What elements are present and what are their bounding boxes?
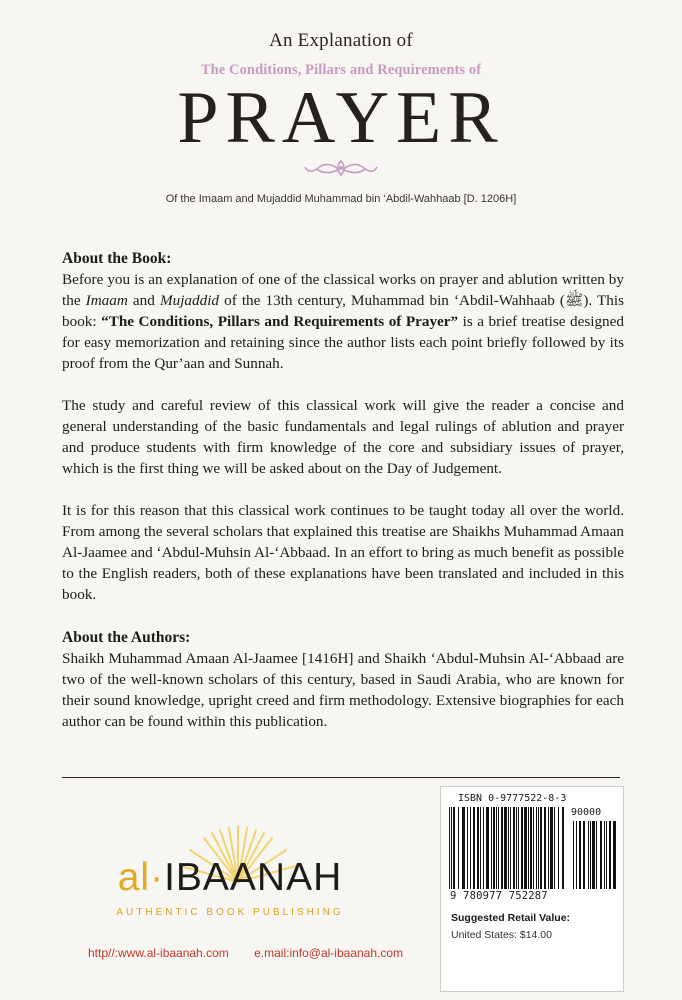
website-link[interactable]: http//:www.al-ibaanah.com (88, 946, 229, 960)
about-book-paragraph-2: The study and careful review of this classical work will give the reader a concise and general understanding of the basic fundamentals and legal rulings of ablution and prayer and produce students with firm knowledge of the core and subsidiary issues of prayer, which is the first thing we will be asked about on the Day of Judgement. (62, 397, 624, 477)
p1-text-a: Before you is an explanation of one of the classical works on prayer and ablution written by the (62, 271, 624, 309)
publisher-tagline: AUTHENTIC BOOK PUBLISHING (116, 907, 344, 918)
barcode-digits: 9 780977 752287 (450, 890, 548, 902)
description-text (62, 248, 624, 753)
retail-value-label: Suggested Retail Value: (451, 912, 571, 924)
logo-dot: · (150, 856, 165, 899)
book-subtitle: The Conditions, Pillars and Requirements of (200, 62, 482, 78)
about-authors-paragraph: Shaikh Muhammad Amaan Al-Jaamee [1416H] and Shaikh ‘Abdul-Muhsin Al-‘Abbaad are two of the well-known scholars of this century, based in Saudi Arabia, who are known for their sound knowledge, upright creed and firm methodology. Extensive biographies for each author can be found within this publication. (62, 650, 624, 730)
about-book-paragraph-3: It is for this reason that this classical work continues to be taught today all over the world. From among the several scholars that explained this treatise are Shaikhs Muhammad Amaan Al-Jaamee and ‘Abdul-Muhsin Al-‘Abbaad. In an effort to bring as much benefit as possible to the English readers, both of these explanations have been translated and included in this book. (62, 502, 624, 603)
p1-imaam: Imaam (85, 292, 128, 309)
p1-book-title: “The Conditions, Pillars and Requirements of Prayer” (101, 313, 459, 330)
p1-text-b: of the 13th century, Muhammad bin ‘Abdil-Wahhaab ( (219, 292, 565, 309)
isbn-number: ISBN 0-9777522-8-3 (458, 793, 567, 804)
cover-header (0, 30, 682, 205)
email-link[interactable]: e.mail:info@al-ibaanah.com (254, 946, 404, 960)
logo-al: al (117, 856, 151, 899)
logo-name: IBAANAH (164, 856, 343, 899)
explanation-of-label: An Explanation of (269, 30, 413, 51)
publisher-logo (80, 820, 380, 930)
about-book-paragraph-1 (62, 269, 624, 374)
p1-text-c: ). This book: (62, 292, 624, 330)
p1-text-and: and (127, 292, 160, 309)
barcode-panel (440, 786, 624, 992)
book-title: PRAYER (177, 77, 505, 159)
divider-line (62, 777, 620, 778)
barcode-addon-digits: 90000 (571, 807, 602, 818)
p1-text-d: is a brief treatise designed for easy memorization and retaining since the author lists each point briefly followed by its proof from the Qur’aan and Sunnah. (62, 313, 624, 372)
publisher-contacts (88, 946, 425, 960)
honorific-glyph: ﷺ (564, 292, 584, 309)
barcode-icon (447, 807, 617, 891)
about-authors-heading: About the Authors: (62, 629, 191, 646)
ornament-icon (0, 157, 682, 181)
author-byline: Of the Imaam and Mujaddid Muhammad bin ‘Abdil-Wahhaab [D. 1206H] (165, 193, 517, 205)
publisher-wordmark (80, 856, 380, 900)
about-book-heading: About the Book: (62, 250, 172, 267)
p1-mujaddid: Mujaddid (159, 292, 220, 309)
retail-price: United States: $14.00 (451, 929, 552, 941)
